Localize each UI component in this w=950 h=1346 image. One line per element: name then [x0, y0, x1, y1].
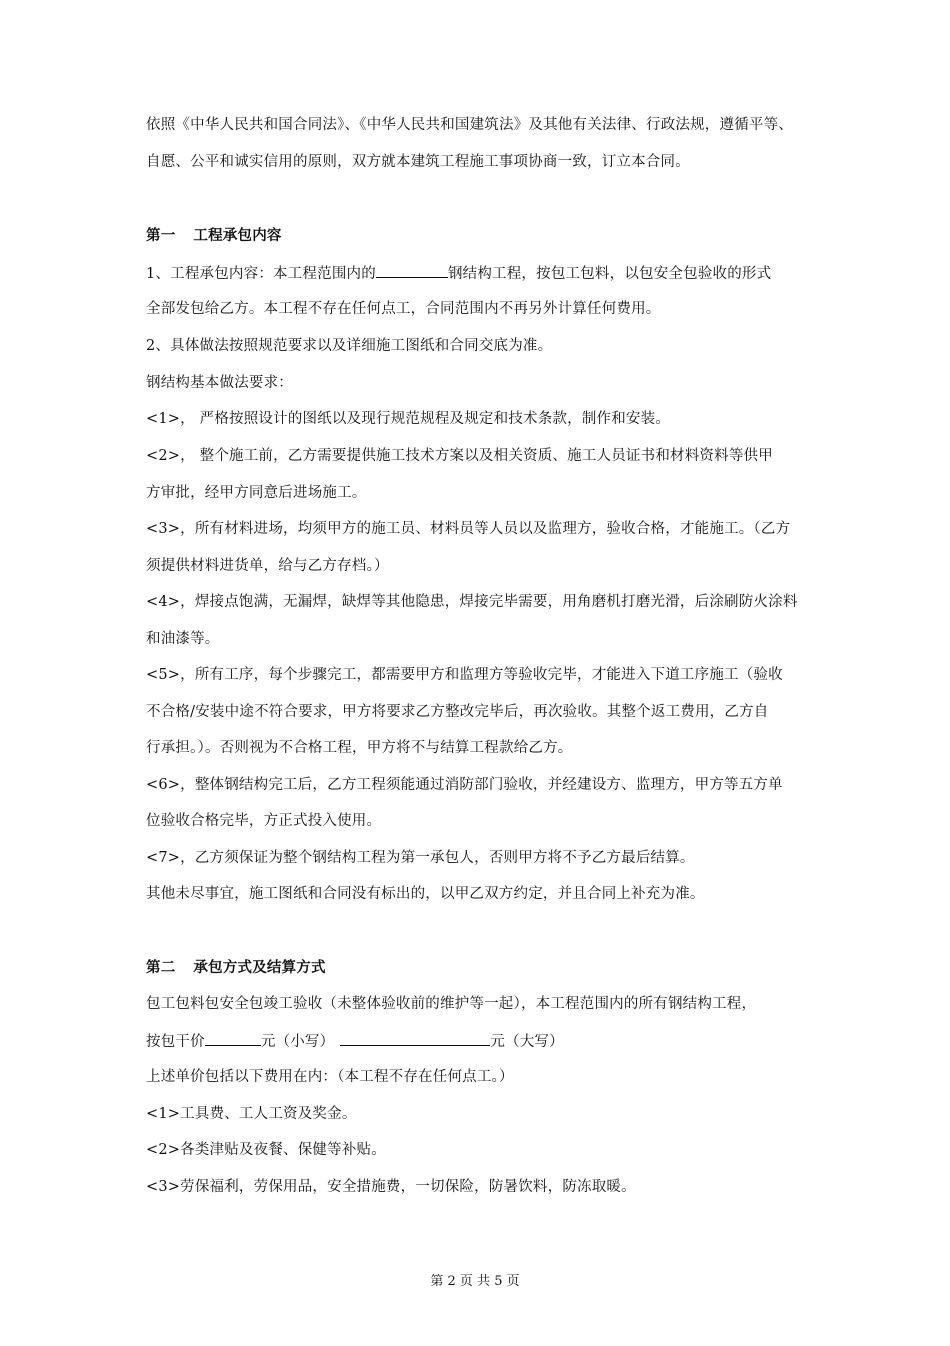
requirement-1: <1>， 严格按照设计的图纸以及现行规范规程及规定和技术条款，制作和安装。: [146, 411, 671, 427]
page-number-footer: 第 2 页 共 5 页: [430, 1274, 520, 1289]
section-2-heading: [146, 958, 326, 978]
intro-line-2: 自愿、公平和诚实信用的原则，双方就本建筑工程施工事项协商一致，订立本合同。: [146, 154, 690, 170]
requirement-6-line-1: <6>，整体钢结构完工后，乙方工程须能通过消防部门验收，并经建设方、监理方，甲方等五方单: [146, 777, 783, 793]
price-small-blank: [205, 1031, 261, 1046]
intro-line-1: 依照《中华人民共和国合同法》、《中华人民共和国建筑法》及其他有关法律、行政法规，遵循平等、: [146, 117, 793, 133]
requirement-7: <7>，乙方须保证为整个钢结构工程为第一承包人，否则甲方将不予乙方最后结算。: [146, 850, 695, 866]
price-prefix: 按包干价: [146, 1034, 205, 1050]
item-1-prefix: 1、工程承包内容：本工程范围内的: [146, 266, 376, 282]
requirement-2-line-2: 方审批，经甲方同意后进场施工。: [146, 485, 367, 501]
requirement-5-line-1: <5>，所有工序，每个步骤完工，都需要甲方和监理方等验收完毕，才能进入下道工序施工（验收: [146, 667, 783, 683]
requirement-6-line-2: 位验收合格完毕，方正式投入使用。: [146, 813, 382, 829]
requirement-3-line-1: <3>，所有材料进场，均须甲方的施工员、材料员等人员以及监理方，验收合格，才能施工。（乙方: [146, 521, 791, 537]
requirement-4-line-1: <4>，焊接点饱满，无漏焊，缺焊等其他隐患，焊接完毕需要，用角磨机打磨光滑，后涂刷防火涂料: [146, 594, 798, 610]
requirement-3-line-2: 须提供材料进货单，给与乙方存档。）: [146, 558, 389, 574]
fee-1: <1>工具费、工人工资及奖金。: [146, 1106, 357, 1122]
requirement-4-line-2: 和油漆等。: [146, 631, 220, 647]
steel-structure-name-blank: [376, 263, 448, 278]
section-1-heading: [146, 226, 282, 246]
requirement-5-line-2: 不合格/安装中途不符合要求，甲方将要求乙方整改完毕后，再次验收。其整个返工费用，乙方自: [146, 704, 769, 720]
section-1-number: 第一: [146, 228, 176, 244]
requirement-5-line-3: 行承担。）。否则视为不合格工程，甲方将不与结算工程款给乙方。: [146, 740, 573, 756]
section-1-item-1-cont: 全部发包给乙方。本工程不存在任何点工，合同范围内不再另外计算任何费用。: [146, 301, 661, 317]
section-2-line-1: 包工包料包安全包竣工验收（未整体验收前的维护等一起），本工程范围内的所有钢结构工程，: [146, 996, 757, 1012]
section-1-item-2: 2、具体做法按照规范要求以及详细施工图纸和合同交底为准。: [146, 338, 553, 354]
section-1-item-1: [146, 263, 771, 284]
lump-sum-price-line: [146, 1031, 564, 1052]
fee-2: <2>各类津贴及夜餐、保健等补贴。: [146, 1142, 386, 1158]
item-1-suffix: 钢结构工程，按包工包料，以包安全包验收的形式: [447, 266, 772, 282]
section-1-title: 工程承包内容: [193, 228, 282, 244]
fee-3: <3>劳保福利，劳保用品，安全措施费，一切保险，防暑饮料，防冻取暖。: [146, 1179, 636, 1195]
other-matters: 其他未尽事宜，施工图纸和合同没有标出的，以甲乙双方约定，并且合同上补充为准。: [146, 886, 705, 902]
basic-requirements-label: 钢结构基本做法要求：: [146, 375, 293, 391]
price-big-label: 元（大写）: [490, 1034, 564, 1050]
section-2-number: 第二: [146, 960, 176, 976]
price-big-blank: [340, 1031, 490, 1046]
price-includes: 上述单价包括以下费用在内：（本工程不存在任何点工。）: [146, 1069, 514, 1085]
section-2-title: 承包方式及结算方式: [193, 960, 326, 976]
price-small-label: 元（小写）: [260, 1034, 335, 1050]
requirement-2-line-1: <2>， 整个施工前，乙方需要提供施工技术方案以及相关资质、施工人员证书和材料资料等供甲: [146, 448, 773, 464]
